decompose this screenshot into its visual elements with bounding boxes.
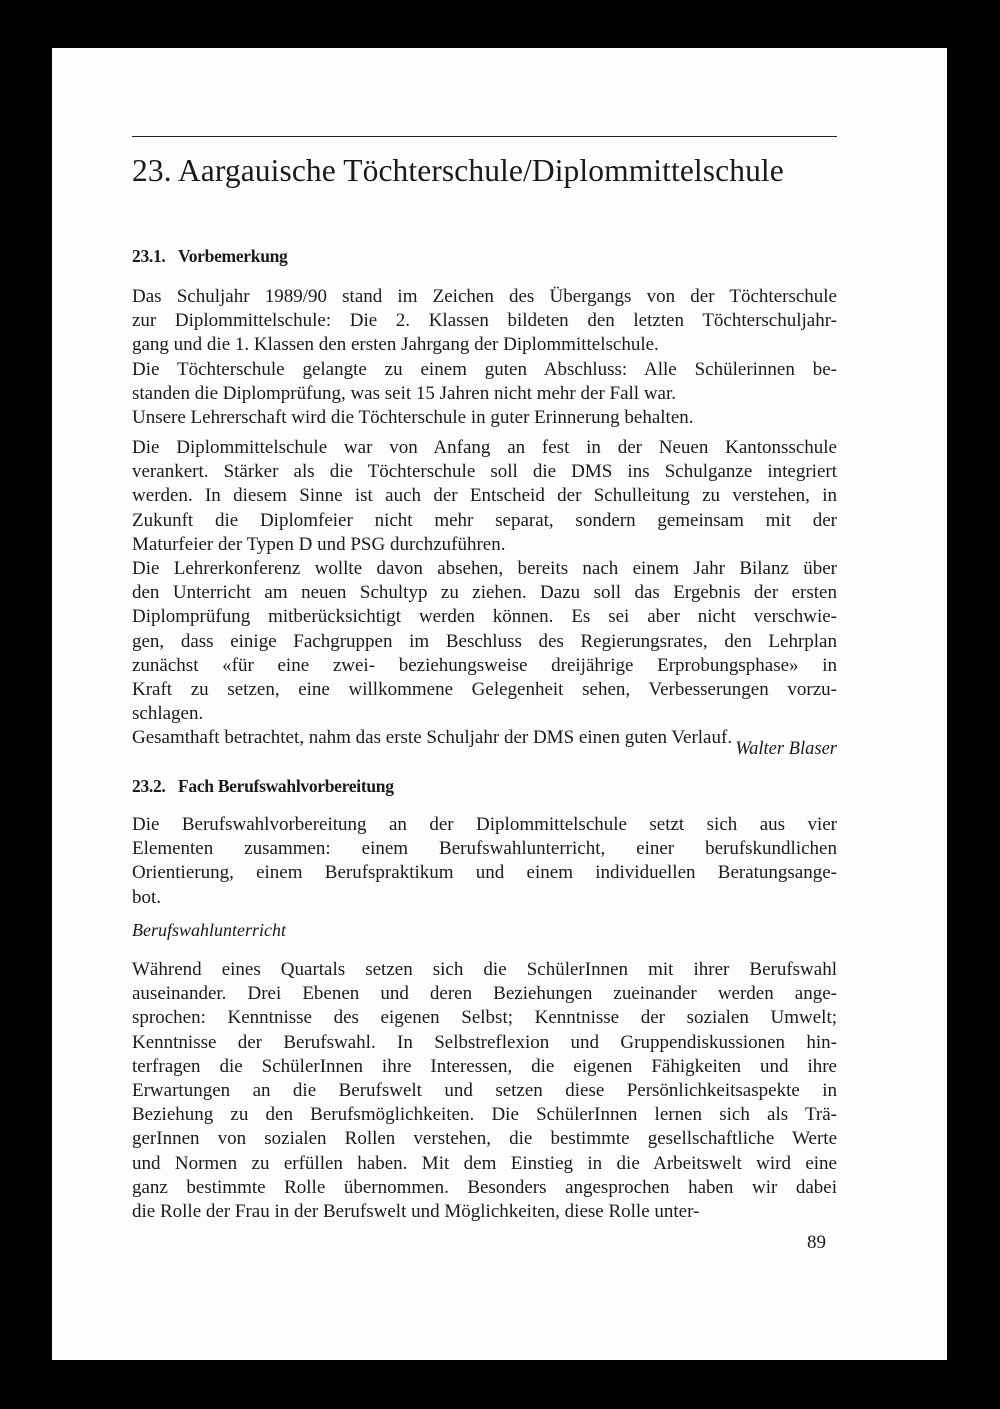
- text-line: verankert. Stärker als die Töchterschule soll die DMS ins Schulganze integriert: [132, 461, 837, 483]
- text-line: Erwartungen an die Berufswelt und setzen diese Persönlichkeitsaspekte in: [132, 1079, 837, 1101]
- text-line: Orientierung, einem Berufspraktikum und einem individuellen Beratungsange-: [132, 862, 837, 884]
- paragraph-1: [132, 285, 837, 430]
- section-heading-berufswahl: [132, 775, 394, 797]
- text-line: Kenntnisse der Berufswahl. In Selbstreflexion und Gruppendiskussionen hin-: [132, 1031, 837, 1053]
- text-line: Zukunft die Diplomfeier nicht mehr separat, sondern gemeinsam mit der: [132, 509, 837, 531]
- text-line: terfragen die SchülerInnen ihre Interessen, die eigenen Fähigkeiten und ihre: [132, 1055, 837, 1077]
- text-line: Beziehung zu den Berufsmöglichkeiten. Die SchülerInnen lernen sich als Trä-: [132, 1104, 837, 1126]
- text-line: gerInnen von sozialen Rollen verstehen, die bestimmte gesellschaftliche Werte: [132, 1128, 837, 1150]
- text-line: sprochen: Kenntnisse des eigenen Selbst; Kenntnisse der sozialen Umwelt;: [132, 1007, 837, 1029]
- text-line: Diplomprüfung mitberücksichtigt werden können. Es sei aber nicht verschwie-: [132, 606, 837, 628]
- text-line: Das Schuljahr 1989/90 stand im Zeichen des Übergangs von der Töchterschule: [132, 286, 837, 307]
- text-line: Die Berufswahlvorbereitung an der Diplommittelschule setzt sich aus vier: [132, 814, 837, 835]
- paragraph-body: [132, 958, 837, 1224]
- text-line: Während eines Quartals setzen sich die SchülerInnen mit ihrer Berufswahl: [132, 959, 837, 980]
- header-rule: [132, 136, 837, 137]
- text-line: Kraft zu setzen, eine willkommene Gelegenheit sehen, Verbesserungen vorzu-: [132, 678, 837, 700]
- page-number: 89: [807, 1232, 826, 1253]
- text-line: gen, dass einige Fachgruppen im Beschluss des Regierungsrates, den Lehrplan: [132, 630, 837, 652]
- text-line: und Normen zu erfüllen haben. Mit dem Einstieg in die Arbeitswelt wird eine: [132, 1152, 837, 1174]
- text-line: bot.: [132, 886, 162, 908]
- section-number: 23.2.: [132, 776, 166, 796]
- text-line: Die Töchterschule gelangte zu einem guten Abschluss: Alle Schülerinnen be-: [132, 358, 837, 380]
- chapter-title: 23. Aargauische Töchterschule/Diplommittelschule: [132, 153, 784, 188]
- author-signature: Walter Blaser: [735, 739, 837, 759]
- text-line: zur Diplommittelschule: Die 2. Klassen bildeten den letzten Töchterschuljahr-: [132, 310, 837, 332]
- text-line: auseinander. Drei Ebenen und deren Beziehungen zueinander werden ange-: [132, 983, 837, 1005]
- text-line: werden. In diesem Sinne ist auch der Entscheid der Schulleitung zu verstehen, in: [132, 485, 837, 507]
- text-line: standen die Diplomprüfung, was seit 15 Jahren nicht mehr der Fall war.: [132, 382, 677, 404]
- text-line: Die Diplommittelschule war von Anfang an fest in der Neuen Kantonsschule: [132, 437, 837, 458]
- section-title: Vorbemerkung: [178, 246, 288, 266]
- text-line: gang und die 1. Klassen den ersten Jahrgang der Diplommittelschule.: [132, 334, 659, 356]
- paragraph-2: [132, 436, 837, 750]
- text-line: die Rolle der Frau in der Berufswelt und Möglichkeiten, diese Rolle unter-: [132, 1200, 700, 1222]
- text-line: Gesamthaft betrachtet, nahm das erste Schuljahr der DMS einen guten Verlauf.: [132, 727, 733, 749]
- text-line: ganz bestimmte Rolle übernommen. Besonders angesprochen haben wir dabei: [132, 1176, 837, 1198]
- text-line: Unsere Lehrerschaft wird die Töchterschule in guter Erinnerung behalten.: [132, 406, 694, 428]
- text-line: Die Lehrerkonferenz wollte davon absehen, bereits nach einem Jahr Bilanz über: [132, 557, 837, 579]
- text-line: Elementen zusammen: einem Berufswahlunterricht, einer berufskundlichen: [132, 838, 837, 860]
- text-line: den Unterricht am neuen Schultyp zu ziehen. Dazu soll das Ergebnis der ersten: [132, 582, 837, 604]
- section-number: 23.1.: [132, 246, 166, 266]
- text-line: schlagen.: [132, 703, 204, 725]
- section-heading-vorbemerkung: [132, 245, 288, 267]
- book-page: [52, 48, 947, 1360]
- text-line: Maturfeier der Typen D und PSG durchzuführen.: [132, 533, 506, 555]
- text-line: zunächst «für eine zwei- beziehungsweise dreijährige Erprobungsphase» in: [132, 654, 837, 676]
- subheading: Berufswahlunterricht: [132, 920, 286, 940]
- section-title: Fach Berufswahlvorbereitung: [178, 776, 394, 796]
- paragraph-intro: [132, 813, 837, 910]
